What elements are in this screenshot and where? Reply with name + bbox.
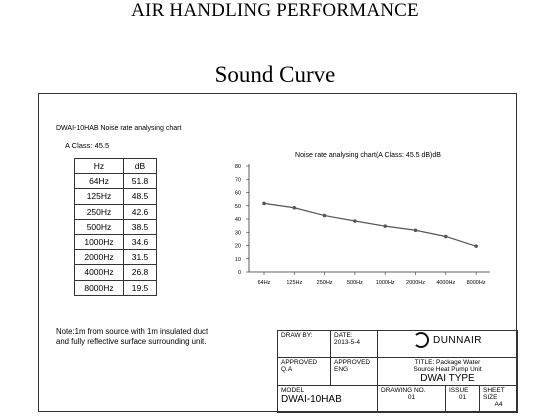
measurement-note <box>56 327 256 347</box>
table-cell-db: 48.5 <box>124 189 157 204</box>
issue-cell <box>446 386 480 413</box>
chart-axes <box>235 164 490 286</box>
title-line-1: TITLE: Package Water <box>414 359 481 366</box>
date-cell <box>331 331 378 358</box>
table-cell-hz: 64Hz <box>75 174 124 189</box>
x-tick-label: 125Hz <box>286 280 303 286</box>
data-point <box>414 228 418 232</box>
title-block <box>277 330 518 413</box>
data-point <box>293 206 297 210</box>
approved-qa-label: APPROVED Q.A <box>281 359 318 373</box>
issue-label: ISSUE <box>449 387 469 394</box>
table-header-hz: Hz <box>75 159 124 174</box>
table-cell-hz: 500Hz <box>75 219 124 234</box>
x-tick-label: 2000Hz <box>406 280 425 286</box>
draw-by-label: DRAW BY: <box>281 332 313 339</box>
drawing-no-label: DRAWING NO. <box>381 387 426 394</box>
draw-by-cell <box>278 331 331 358</box>
y-tick-label: 0 <box>237 270 241 277</box>
data-point <box>262 202 266 206</box>
chart-heading: DWAI-10HAB Noise rate analysing chart <box>56 125 182 132</box>
drawing-title-cell <box>378 358 518 386</box>
data-point <box>323 214 327 218</box>
y-tick-label: 20 <box>234 243 241 250</box>
x-tick-label: 250Hz <box>316 280 333 286</box>
model-label: MODEL <box>281 387 305 394</box>
date-label: DATE: <box>334 332 353 339</box>
table-cell-db: 34.6 <box>124 234 157 249</box>
x-tick-label: 4000Hz <box>436 280 456 286</box>
sheet-size-value: A4 <box>494 401 503 408</box>
x-tick-label: 64Hz <box>257 280 271 286</box>
x-tick-label: 8000Hz <box>466 280 486 286</box>
table-cell-db: 38.5 <box>124 219 157 234</box>
title-line-2: Source Heat Pump Unit <box>413 366 482 373</box>
y-tick-label: 50 <box>234 203 241 210</box>
approved-eng-label: APPROVED ENG <box>334 359 371 373</box>
y-tick-label: 70 <box>234 177 241 184</box>
drawing-no-cell <box>378 386 446 413</box>
y-tick-label: 60 <box>234 190 241 197</box>
y-tick-label: 30 <box>234 230 241 237</box>
note-line-2: and fully reflective surface surrounding unit. <box>56 337 207 346</box>
data-point <box>444 235 448 239</box>
table-cell-db: 51.8 <box>124 174 157 189</box>
y-tick-label: 80 <box>234 164 241 171</box>
approved-qa-cell <box>278 358 331 386</box>
issue-value: 01 <box>458 394 467 401</box>
title-line-3: DWAI TYPE <box>420 373 475 384</box>
dunnair-logo-icon <box>413 332 429 348</box>
table-cell-db: 26.8 <box>124 265 157 280</box>
table-cell-hz: 250Hz <box>75 204 124 219</box>
table-cell-db: 42.6 <box>124 204 157 219</box>
drawing-no-value: 01 <box>407 394 416 401</box>
table-header-db: dB <box>124 159 157 174</box>
table-cell-hz: 4000Hz <box>75 265 124 280</box>
page-heading: AIR HANDLING PERFORMANCE <box>131 0 419 21</box>
table-cell-hz: 2000Hz <box>75 250 124 265</box>
table-cell-hz: 1000Hz <box>75 234 124 249</box>
table-cell-hz: 125Hz <box>75 189 124 204</box>
x-tick-label: 500Hz <box>346 280 363 286</box>
chart-title: Noise rate analysing chart(A Class: 45.5 dB)dB <box>295 152 441 159</box>
page-subheading: Sound Curve <box>214 62 336 87</box>
x-tick-label: 1000Hz <box>375 280 395 286</box>
series-line <box>264 203 476 246</box>
model-value: DWAI-10HAB <box>281 394 342 405</box>
data-point <box>353 219 357 223</box>
data-point <box>474 244 478 248</box>
table-cell-db: 19.5 <box>124 280 157 295</box>
table-cell-db: 31.5 <box>124 250 157 265</box>
model-cell <box>278 386 378 413</box>
approved-eng-cell <box>331 358 378 386</box>
chart-marks <box>262 202 478 248</box>
company-name: DUNNAIR <box>432 334 483 346</box>
data-point <box>383 224 387 228</box>
a-class-label: A Class: 45.5 <box>65 141 110 150</box>
y-tick-label: 40 <box>234 217 241 224</box>
table-cell-hz: 8000Hz <box>75 280 124 295</box>
sheet-size-label: SHEET SIZE <box>483 387 505 401</box>
note-line-1: Note:1m from source with 1m insulated duct <box>56 327 209 336</box>
company-cell <box>378 331 518 358</box>
y-tick-label: 10 <box>234 256 241 263</box>
date-value: 2013-5-4 <box>334 339 361 346</box>
sheet-size-cell <box>480 386 518 413</box>
